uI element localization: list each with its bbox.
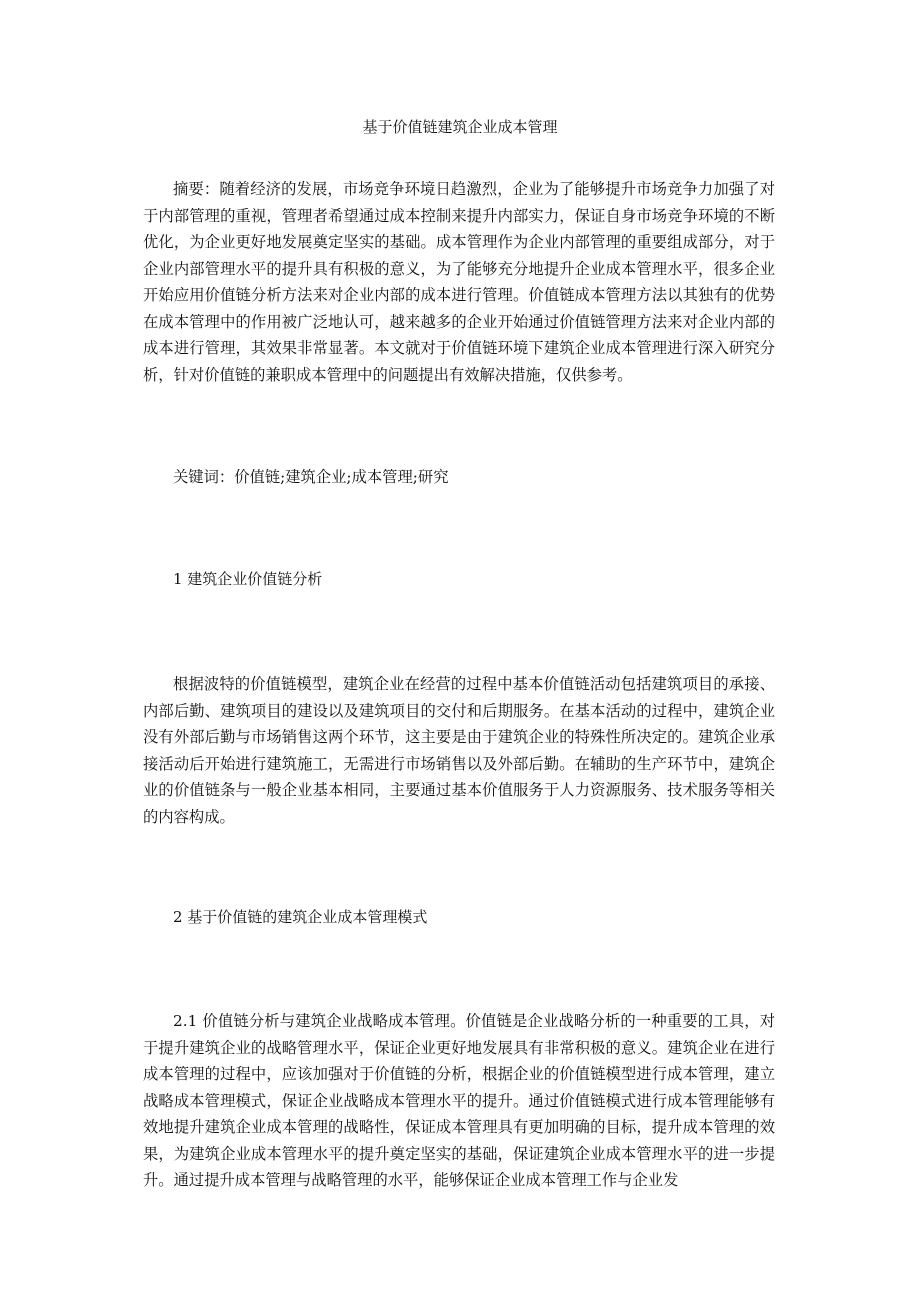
abstract-paragraph: 摘要：随着经济的发展，市场竞争环境日趋激烈，企业为了能够提升市场竞争力加强了对于内部管理的重视，管理者希望通过成本控制来提升内部实力，保证自身市场竞争环境的不断优化，为企业更好地发展奠定坚实的基础。成本管理作为企业内部管理的重要组成部分，对于企业内部管理水平的提升具有积极的意义，为了能够充分地提升企业成本管理水平，很多企业开始应用价值链分析方法来对企业内部的成本进行管理。价值链成本管理方法以其独有的优势在成本管理中的作用被广泛地认可，越来越多的企业开始通过价值链管理方法来对企业内部的成本进行管理，其效果非常显著。本文就对于价值链环境下建筑企业成本管理进行深入研究分析，针对价值链的兼职成本管理中的问题提出有效解决措施，仅供参考。 xyxy=(143,180,775,384)
keywords-line: 关键词：价值链;建筑企业;成本管理;研究 xyxy=(173,468,449,486)
section-2-1-paragraph: 2.1 价值链分析与建筑企业战略成本管理。价值链是企业战略分析的一种重要的工具，对于提升建筑企业的战略管理水平，保证企业更好地发展具有非常积极的意义。建筑企业在进行成本管理的过程中，应该加强对于价值链的分析，根据企业的价值链模型进行成本管理，建立战略成本管理模式，保证企业战略成本管理水平的提升。通过价值链模式进行成本管理能够有效地提升建筑企业成本管理的战略性，保证成本管理具有更加明确的目标，提升成本管理的效果，为建筑企业成本管理水平的提升奠定坚实的基础，保证建筑企业成本管理水平的进一步提升。通过提升成本管理与战略管理的水平，能够保证企业成本管理工作与企业发 xyxy=(143,1012,775,1189)
section-2-heading: 2 基于价值链的建筑企业成本管理模式 xyxy=(173,908,428,926)
section-1-paragraph: 根据波特的价值链模型，建筑企业在经营的过程中基本价值链活动包括建筑项目的承接、内部后勤、建筑项目的建设以及建筑项目的交付和后期服务。在基本活动的过程中，建筑企业没有外部后勤与市场销售这两个环节，这主要是由于建筑企业的特殊性所决定的。建筑企业承接活动后开始进行建筑施工，无需进行市场销售以及外部后勤。在辅助的生产环节中，建筑企业的价值链条与一般企业基本相同，主要通过基本价值服务于人力资源服务、技术服务等相关的内容构成。 xyxy=(143,675,775,826)
section-1-heading: 1 建筑企业价值链分析 xyxy=(173,570,323,588)
page-title: 基于价值链建筑企业成本管理 xyxy=(362,118,558,136)
